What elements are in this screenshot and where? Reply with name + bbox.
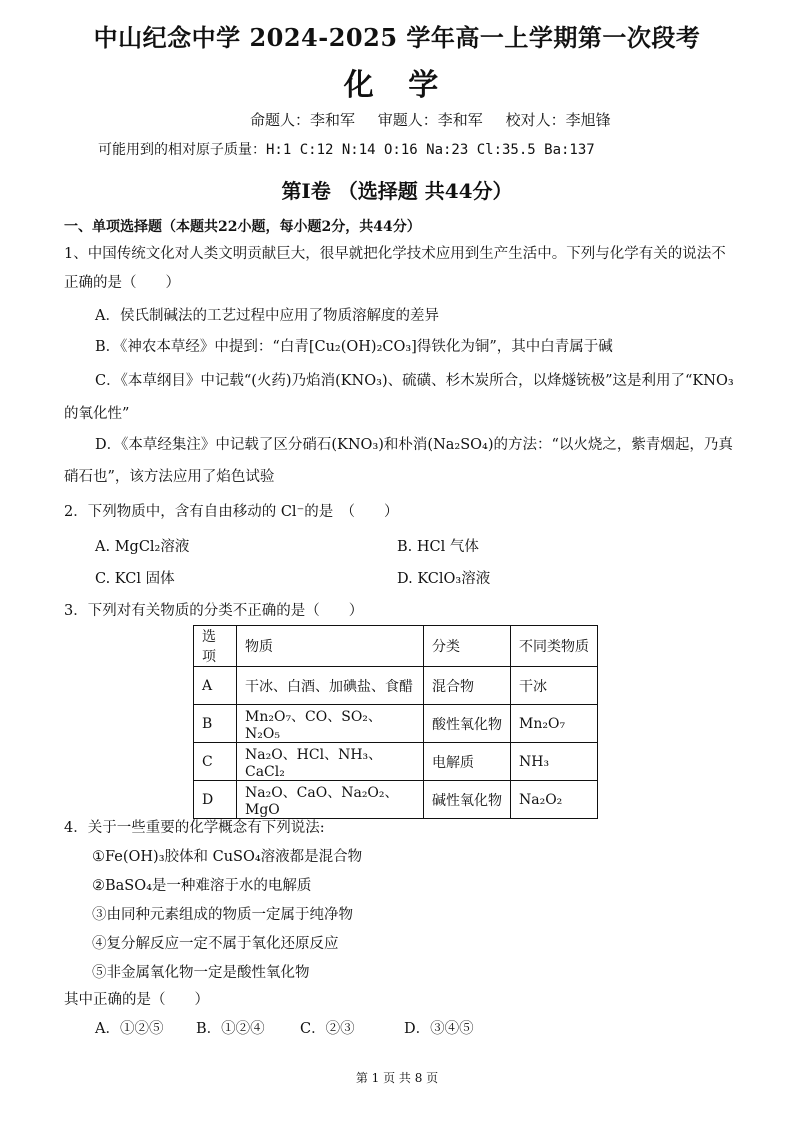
q4-statement-2: ②BaSO₄是一种难溶于水的电解质 — [92, 878, 312, 894]
table-row — [194, 705, 598, 743]
table-header-cell: 选项 — [194, 626, 237, 667]
table-cell: Na₂O、HCl、NH₃、CaCl₂ — [237, 743, 424, 781]
q4-option-b: B．①②④ — [196, 1021, 265, 1037]
masses-label: 可能用到的相对原子质量： — [98, 142, 266, 158]
setter: 命题人：李和军 — [250, 111, 356, 129]
table-cell: C — [194, 743, 237, 781]
q4-statement-1: ①Fe(OH)₃胶体和 CuSO₄溶液都是混合物 — [92, 849, 363, 865]
q1-option-a: A．侯氏制碱法的工艺过程中应用了物质溶解度的差异 — [95, 308, 439, 324]
section-title: 第Ⅰ卷 （选择题 共44分） — [281, 179, 513, 203]
q4-option-d: D．③④⑤ — [404, 1021, 474, 1037]
table-cell: 混合物 — [424, 667, 511, 705]
subject-title: 化 学 — [343, 68, 451, 103]
q1-option-c-line2: 的氧化性” — [64, 406, 130, 422]
table-cell: 酸性氧化物 — [424, 705, 511, 743]
q4-statement-4: ④复分解反应一定不属于氧化还原反应 — [92, 936, 339, 952]
q1-stem-line2: 正确的是（ ） — [64, 275, 180, 291]
part-header: 一、单项选择题（本题共22小题，每小题2分，共44分） — [64, 219, 421, 235]
table-header-cell: 不同类物质 — [511, 626, 598, 667]
table-cell: NH₃ — [511, 743, 598, 781]
q2-option-b: B. HCl 气体 — [397, 539, 479, 555]
q4-stem: 4．关于一些重要的化学概念有下列说法: — [64, 820, 325, 836]
q2-option-a: A. MgCl₂溶液 — [95, 539, 190, 555]
table-cell: Na₂O₂ — [511, 781, 598, 819]
reviewer: 审题人：李和军 — [377, 111, 483, 129]
q4-option-c: C．②③ — [300, 1021, 355, 1037]
page-footer: 第 1 页 共 8 页 — [355, 1071, 439, 1085]
table-row — [194, 667, 598, 705]
table-header-cell: 分类 — [424, 626, 511, 667]
q1-option-d-line1: D．《本草经集注》中记载了区分硝石(KNO₃)和朴消(Na₂SO₄)的方法：“以火烧之，紫青烟起，乃真 — [95, 437, 733, 453]
atomic-masses — [98, 139, 595, 159]
table-cell: 干冰 — [511, 667, 598, 705]
table-header-row — [194, 626, 598, 667]
table-header-cell: 物质 — [237, 626, 424, 667]
table-row — [194, 781, 598, 819]
exam-title: 中山纪念中学 2024-2025 学年高一上学期第一次段考 — [93, 23, 701, 52]
table-cell: A — [194, 667, 237, 705]
table-cell: Mn₂O₇、CO、SO₂、N₂O₅ — [237, 705, 424, 743]
table-cell: Mn₂O₇ — [511, 705, 598, 743]
q2-option-d: D. KClO₃溶液 — [397, 571, 491, 587]
table-cell: 干冰、白酒、加碘盐、食醋 — [237, 667, 424, 705]
table-cell: 电解质 — [424, 743, 511, 781]
table-cell: 碱性氧化物 — [424, 781, 511, 819]
author-line — [250, 109, 629, 130]
q4-statement-3: ③由同种元素组成的物质一定属于纯净物 — [92, 907, 353, 923]
table-cell: Na₂O、CaO、Na₂O₂、MgO — [237, 781, 424, 819]
q2-option-c: C. KCl 固体 — [95, 571, 175, 587]
q2-stem: 2．下列物质中，含有自由移动的 Cl⁻的是 （ ） — [64, 504, 399, 520]
q1-option-d-line2: 硝石也”，该方法应用了焰色试验 — [64, 469, 275, 485]
table-cell: B — [194, 705, 237, 743]
table-row — [194, 743, 598, 781]
checker: 校对人：李旭锋 — [505, 111, 611, 129]
q1-stem-line1: 1、中国传统文化对人类文明贡献巨大，很早就把化学技术应用到生产生活中。下列与化学有关的说法不 — [64, 246, 726, 262]
q4-question: 其中正确的是（ ） — [64, 992, 209, 1008]
q4-option-a: A．①②⑤ — [95, 1021, 164, 1037]
q4-statement-5: ⑤非金属氧化物一定是酸性氧化物 — [92, 965, 310, 981]
classification-table — [193, 625, 598, 819]
q1-option-b: B．《神农本草经》中提到：“白青[Cu₂(OH)₂CO₃]得铁化为铜”，其中白青属于碱 — [95, 339, 613, 355]
q1-option-c-line1: C．《本草纲目》中记载“(火药)乃焰消(KNO₃)、硫磺、杉木炭所合，以烽燧铳极”这是利用了“KNO₃ — [95, 373, 734, 389]
q3-stem: 3．下列对有关物质的分类不正确的是（ ） — [64, 603, 364, 619]
table-cell: D — [194, 781, 237, 819]
masses-values: H:1 C:12 N:14 O:16 Na:23 Cl:35.5 Ba:137 — [266, 142, 595, 158]
